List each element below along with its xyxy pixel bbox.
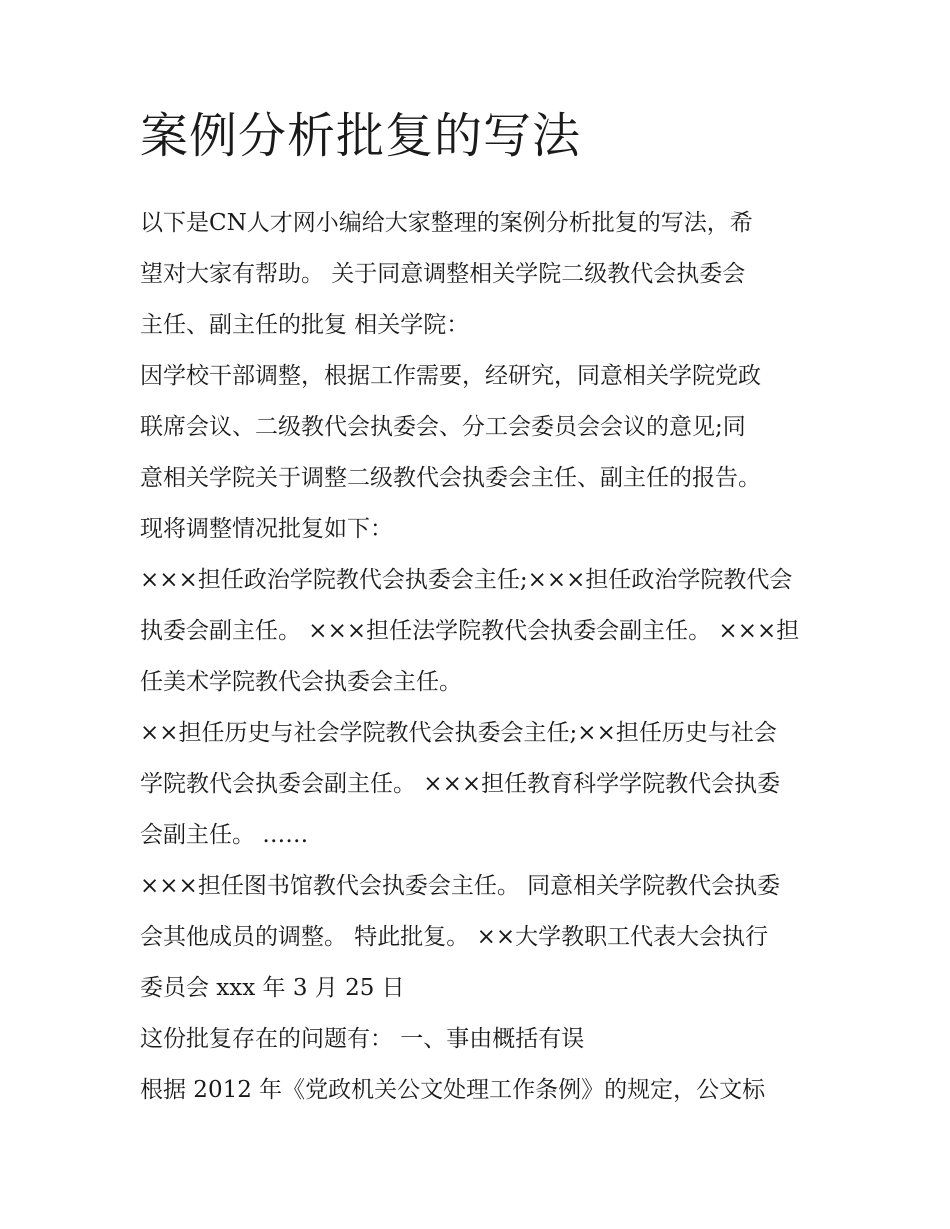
body-line: ××担任历史与社会学院教代会执委会主任;××担任历史与社会 (140, 720, 777, 746)
body-line: ×××担任政治学院教代会执委会主任;×××担任政治学院教代会 (140, 567, 793, 593)
body-line: 会其他成员的调整。 特此批复。 ××大学教职工代表大会执行 (140, 924, 769, 950)
body-line: 联席会议、二级教代会执委会、分工会委员会会议的意见;同 (140, 414, 746, 440)
body-line: 根据 2012 年《党政机关公文处理工作条例》的规定，公文标 (140, 1077, 766, 1103)
body-line: 任美术学院教代会执委会主任。 (140, 669, 462, 695)
document-title: 案例分析批复的写法 (140, 108, 582, 164)
body-line: 这份批复存在的问题有： 一、事由概括有误 (140, 1026, 585, 1052)
body-line: 现将调整情况批复如下： (140, 516, 393, 542)
body-line: 委员会 xxx 年 3 月 25 日 (140, 975, 405, 1001)
body-line: 主任、副主任的批复 相关学院： (140, 312, 470, 338)
body-line: 执委会副主任。 ×××担任法学院教代会执委会副主任。 ×××担 (140, 618, 800, 644)
body-line: 学院教代会执委会副主任。 ×××担任教育科学学院教代会执委 (140, 771, 781, 797)
body-line: 因学校干部调整，根据工作需要，经研究，同意相关学院党政 (140, 363, 761, 389)
body-line: 意相关学院关于调整二级教代会执委会主任、副主任的报告。 (140, 465, 761, 491)
document-body (140, 198, 820, 1116)
body-line: 会副主任。 …… (140, 822, 309, 848)
body-line: 望对大家有帮助。 关于同意调整相关学院二级教代会执委会 (140, 261, 746, 287)
body-line: 以下是CN人才网小编给大家整理的案例分析批复的写法，希 (140, 210, 753, 236)
body-line: ×××担任图书馆教代会执委会主任。 同意相关学院教代会执委 (140, 873, 781, 899)
